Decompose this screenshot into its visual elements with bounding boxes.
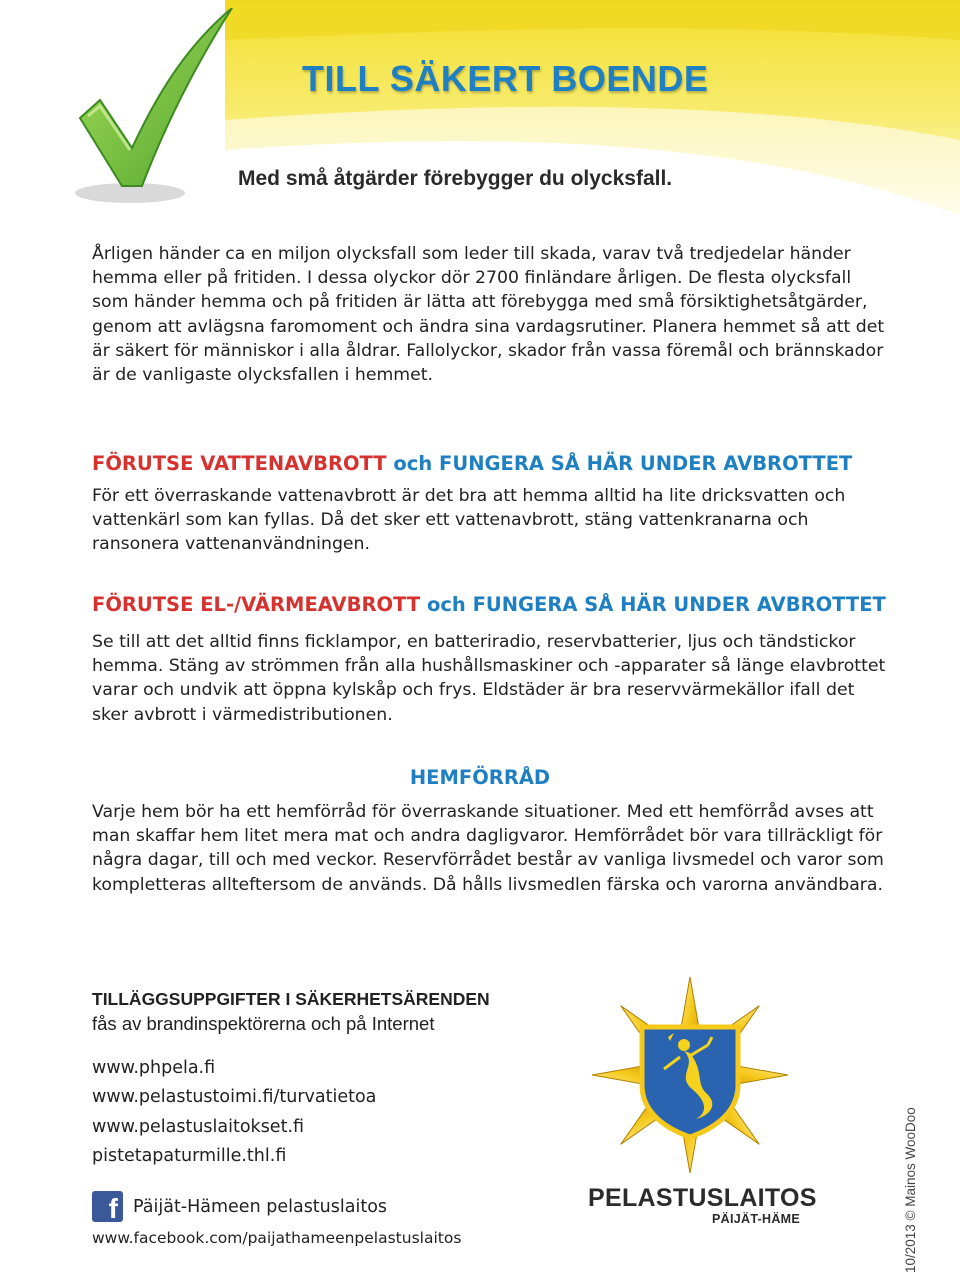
link-pistetapaturmille[interactable]: pistetapaturmille.thl.fi [92,1146,287,1167]
info-subtitle: fås av brandinspektörerna och på Internet [92,1013,435,1034]
print-credit: 10/2013 © Mainos WooDoo [903,1107,918,1273]
heading-blue-part: och FUNGERA SÅ HÄR UNDER AVBROTTET [393,452,853,475]
link-pelastustoimi[interactable]: www.pelastustoimi.fi/turvatietoa [92,1087,377,1108]
page-title: TILL SÄKERT BOENDE [302,58,709,99]
link-pelastuslaitokset[interactable]: www.pelastuslaitokset.fi [92,1116,305,1137]
facebook-url[interactable]: www.facebook.com/paijathameenpelastuslaitos [92,1229,462,1247]
link-phpela[interactable]: www.phpela.fi [92,1058,216,1078]
org-region: PÄIJÄT-HÄME [712,1212,801,1226]
facebook-label: Päijät-Hämeen pelastuslaitos [133,1196,388,1217]
rescue-service-emblem [575,975,805,1175]
facebook-icon[interactable]: f [92,1191,123,1222]
link-list [92,1054,376,1172]
section-heading-water [92,452,852,475]
section-heading-supplies: HEMFÖRRÅD [409,766,551,789]
section-heading-power [92,593,886,616]
heading-blue-part: och FUNGERA SÅ HÄR UNDER AVBROTTET [426,593,886,616]
facebook-row[interactable] [92,1191,387,1222]
heading-red-part: FÖRUTSE EL-/VÄRMEAVBROTT [92,593,421,616]
page-subtitle: Med små åtgärder förebygger du olycksfall. [238,167,673,190]
heading-red-part: FÖRUTSE VATTENAVBROTT [92,452,387,475]
intro-paragraph: Årligen händer ca en miljon olycksfall som leder till skada, varav två tredjedelar händer hemma eller på fritiden. I dessa olyckor dör 2700 finländare årligen. De flesta olycksfall som händer hemma och på fritiden är lätta att förebygga med små försiktighetsåtgärder, genom att avlägsna faromoment och ändra sina vardagsrutiner. Planera hemmet så att det är säkert för människor i alla åldrar. Fallolyckor, skador från vassa föremål och brännskador är de vanligaste olycksfallen i hemmet. [92,244,885,386]
info-title: TILLÄGGSUPPGIFTER I SÄKERHETSÄRENDEN [92,989,490,1009]
section-body-water: För ett överraskande vattenavbrott är det bra att hemma alltid ha lite dricksvatten och vattenkärl som kan fyllas. Då det sker ett vattenavbrott, stäng vattenkranarna och ransonera vattenanvändningen. [92,486,846,555]
org-name: PELASTUSLAITOS [588,1184,817,1212]
section-body-supplies: Varje hem bör ha ett hemförråd för överraskande situationer. Med ett hemförråd avses att man skaffar hem litet mera mat och andra dagligvaror. Hemförrådet bör vara tillräckligt för några dagar, till och med veckor. Reservförrådet består av vanliga livsmedel och varor som kompletteras allteftersom de används. Då hålls livsmedlen färska och varorna användbara. [92,802,884,895]
section-body-power: Se till att det alltid finns ficklampor, en batteriradio, reservbatterier, ljus och tändstickor hemma. Stäng av strömmen från alla hushållsmaskiner och -apparater så länge elavbrottet varar och undvik att öppna kylskåp och frys. Eldstäder är bra reservvärmekällor ifall det sker avbrott i värmedistributionen. [92,632,886,725]
checkmark-icon [60,8,235,208]
